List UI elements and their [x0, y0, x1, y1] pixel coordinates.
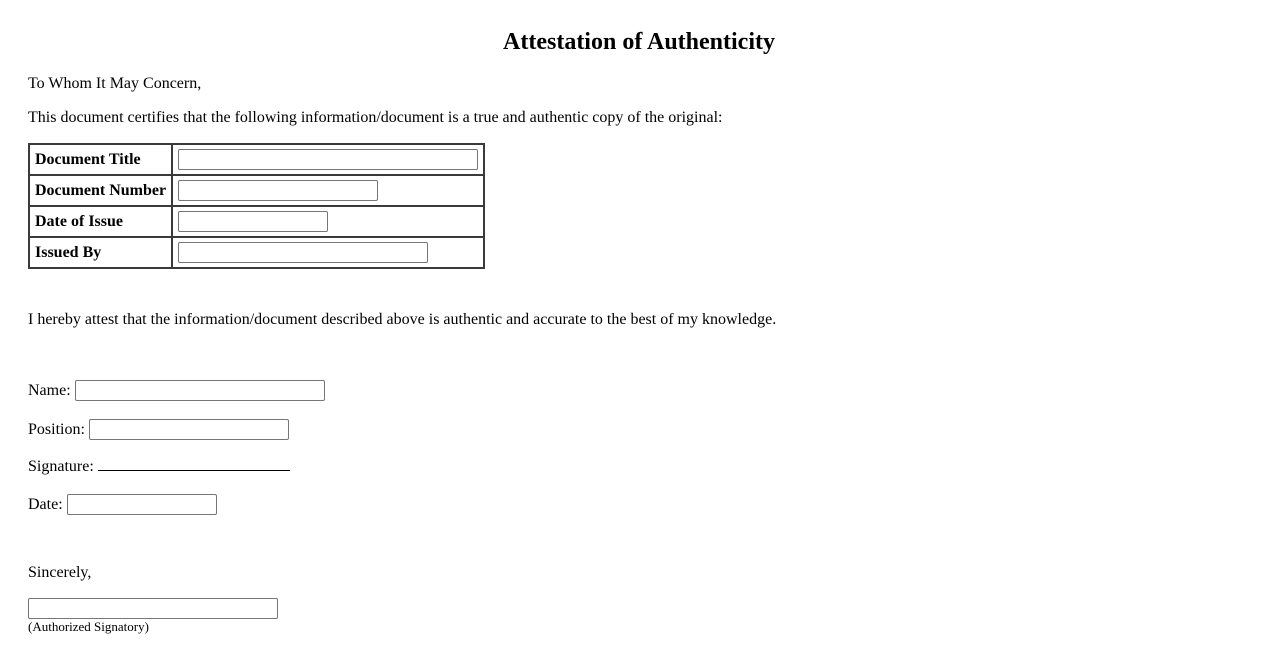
table-row — [29, 237, 484, 268]
position-label: Position: — [28, 420, 85, 438]
position-input[interactable] — [89, 419, 289, 440]
page-title: Attestation of Authenticity — [503, 29, 775, 55]
signatory-caption: (Authorized Signatory) — [28, 619, 149, 634]
signature-label: Signature: — [28, 458, 94, 475]
table-row — [29, 144, 484, 175]
document-title-input[interactable] — [178, 149, 478, 170]
attestation-statement: I hereby attest that the information/document described above is authentic and accurate to the best of my knowledge. — [28, 311, 777, 328]
position-row — [28, 418, 289, 440]
date-row — [28, 493, 217, 515]
closing-text: Sincerely, — [28, 564, 92, 581]
signatory-input[interactable] — [28, 598, 278, 619]
date-of-issue-cell — [172, 206, 484, 237]
date-of-issue-input[interactable] — [178, 211, 328, 232]
issued-by-label: Issued By — [29, 237, 172, 268]
issued-by-cell — [172, 237, 484, 268]
signature-row — [28, 456, 290, 477]
table-row — [29, 175, 484, 206]
document-info-table — [28, 143, 485, 269]
document-title-label: Document Title — [29, 144, 172, 175]
salutation: To Whom It May Concern, — [28, 75, 202, 92]
name-label: Name: — [28, 381, 71, 399]
signature-line — [98, 456, 290, 471]
document-number-label: Document Number — [29, 175, 172, 206]
issued-by-input[interactable] — [178, 242, 428, 263]
intro-text: This document certifies that the following information/document is a true and authentic copy of the original: — [28, 109, 723, 126]
table-row — [29, 206, 484, 237]
document-number-input[interactable] — [178, 180, 378, 201]
name-row — [28, 379, 325, 401]
name-input[interactable] — [75, 380, 325, 401]
date-of-issue-label: Date of Issue — [29, 206, 172, 237]
date-input[interactable] — [67, 494, 217, 515]
document-title-cell — [172, 144, 484, 175]
document-number-cell — [172, 175, 484, 206]
date-label: Date: — [28, 495, 63, 513]
